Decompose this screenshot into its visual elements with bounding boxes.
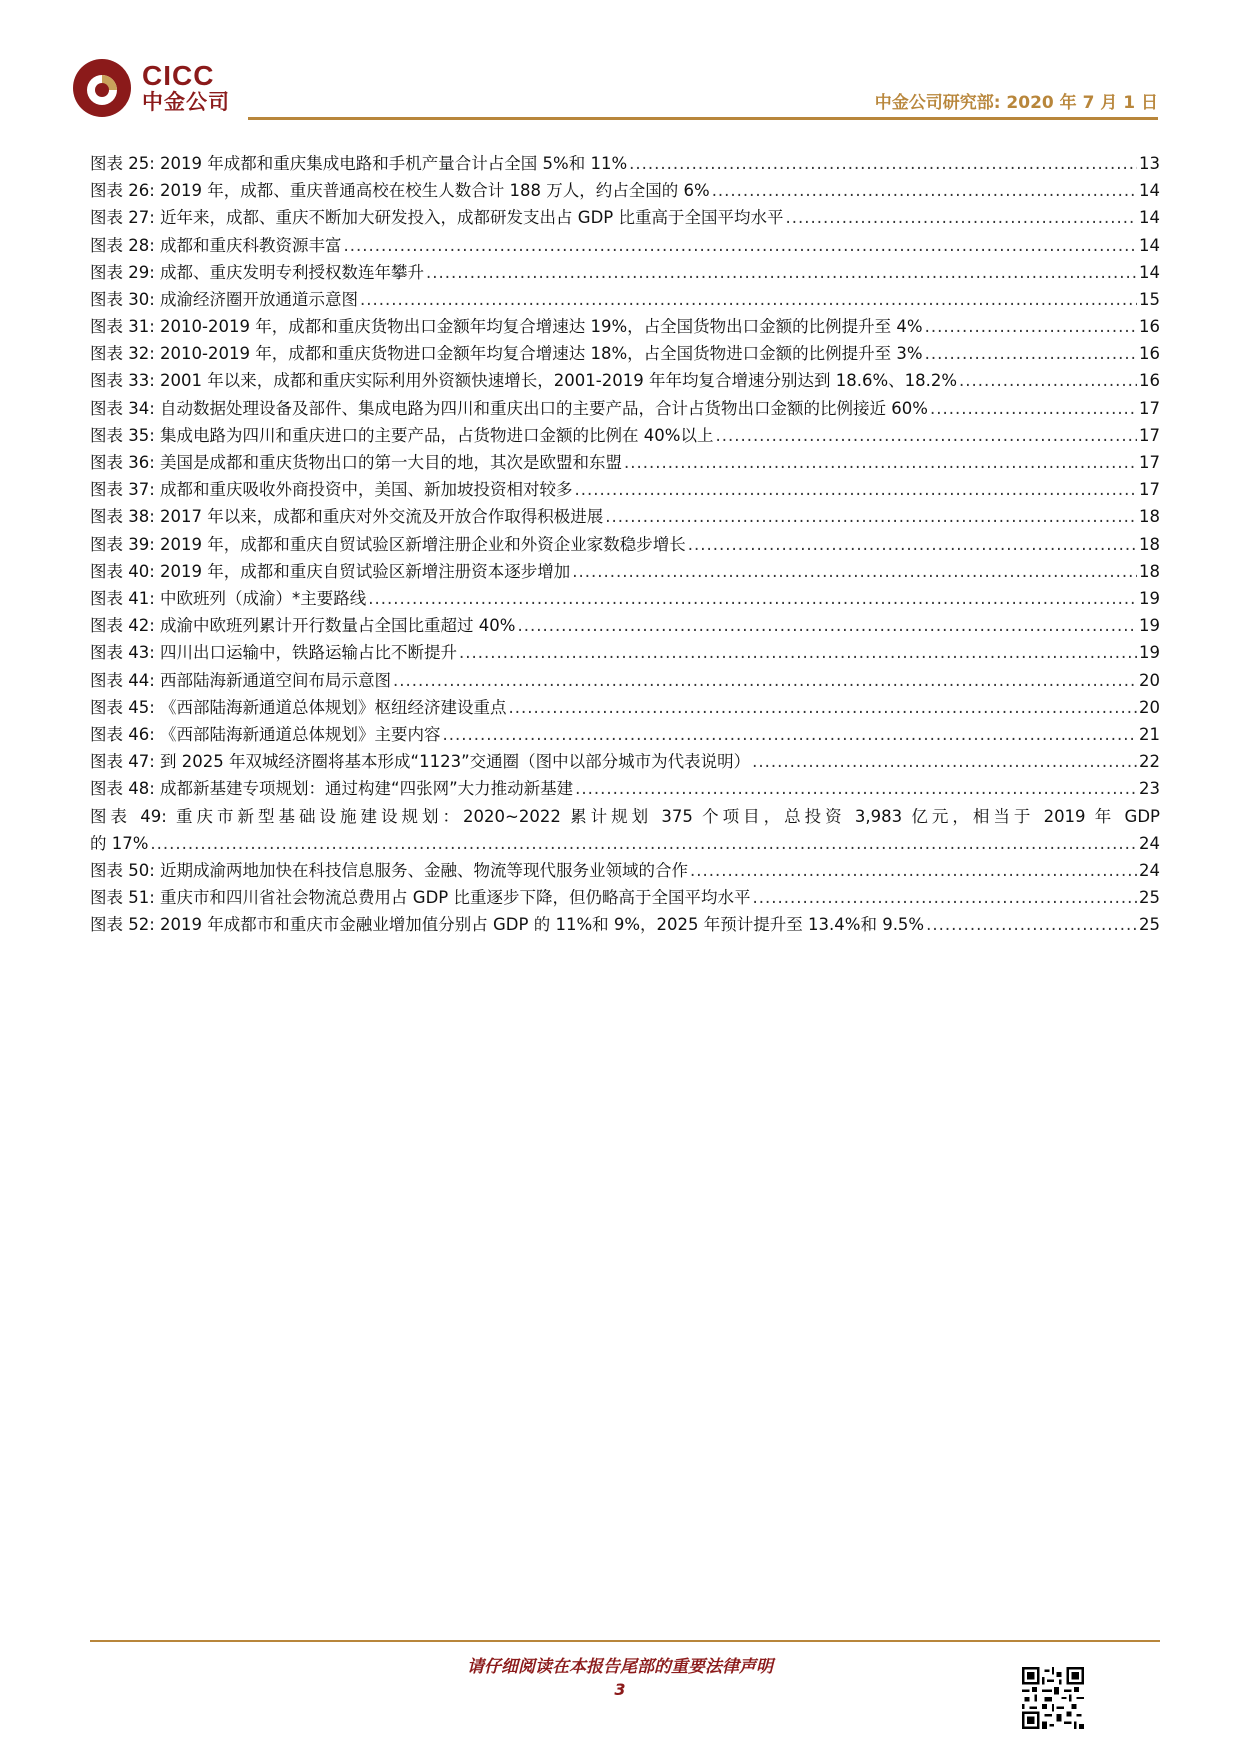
toc-leader (426, 259, 1137, 286)
toc-item-page: 14 (1139, 181, 1160, 201)
toc-item-page: 18 (1139, 507, 1160, 527)
toc-item[interactable] (90, 721, 1160, 748)
toc-item-page: 20 (1139, 670, 1160, 690)
toc-item[interactable] (90, 449, 1160, 476)
toc-item[interactable] (90, 585, 1160, 612)
toc-item-page: 16 (1139, 344, 1160, 364)
toc-item-title: 图表 42: 成渝中欧班列累计开行数量占全国比重超过 40% (90, 616, 516, 636)
toc-item-title: 图表 28: 成都和重庆科教资源丰富 (90, 235, 342, 255)
toc-leader (690, 857, 1137, 884)
qr-code-icon (1022, 1667, 1084, 1729)
toc-item-page: 17 (1139, 425, 1160, 445)
toc-item[interactable] (90, 177, 1160, 204)
toc-item-title: 图表 34: 自动数据处理设备及部件、集成电路为四川和重庆出口的主要产品，合计占货物出口金额的比例接近 60% (90, 398, 928, 418)
toc-item-title: 图表 35: 集成电路为四川和重庆进口的主要产品，占货物进口金额的比例在 40%以上 (90, 425, 714, 445)
toc-item[interactable] (90, 612, 1160, 639)
toc-item-title: 图表 38: 2017 年以来，成都和重庆对外交流及开放合作取得积极进展 (90, 507, 604, 527)
toc-item-page: 25 (1139, 888, 1160, 908)
footer-divider (90, 1640, 1160, 1642)
toc-leader (926, 911, 1137, 938)
toc-item[interactable] (90, 368, 1160, 395)
toc-item-title: 图表 36: 美国是成都和重庆货物出口的第一大目的地，其次是欧盟和东盟 (90, 453, 623, 473)
toc-leader (605, 503, 1137, 530)
toc-item[interactable] (90, 204, 1160, 231)
toc-leader (715, 422, 1137, 449)
toc-item-page: 19 (1139, 588, 1160, 608)
toc-item[interactable] (90, 857, 1160, 884)
toc-leader (959, 367, 1137, 394)
toc-item[interactable] (90, 639, 1160, 666)
toc-leader (752, 884, 1137, 911)
toc-item-page: 16 (1139, 317, 1160, 337)
toc-leader (344, 232, 1137, 259)
toc-item-title: 图表 48: 成都新基建专项规划：通过构建“四张网”大力推动新基建 (90, 779, 574, 799)
toc-item-title: 图表 39: 2019 年，成都和重庆自贸试验区新增注册企业和外资企业家数稳步增长 (90, 534, 686, 554)
toc-item-title: 图表 31: 2010-2019 年，成都和重庆货物出口金额年均复合增速达 19%，占全国货物出口金额的比例提升至 4% (90, 317, 923, 337)
toc-item[interactable] (90, 259, 1160, 286)
toc-leader (930, 395, 1137, 422)
toc-item-title: 图表 43: 四川出口运输中，铁路运输占比不断提升 (90, 643, 458, 663)
toc-item-page: 22 (1139, 752, 1160, 772)
toc-leader (393, 667, 1137, 694)
toc-item[interactable] (90, 286, 1160, 313)
toc-item-title: 图表 32: 2010-2019 年，成都和重庆货物进口金额年均复合增速达 18%，占全国货物进口金额的比例提升至 3% (90, 344, 923, 364)
toc-item[interactable] (90, 340, 1160, 367)
toc-item-page: 25 (1139, 915, 1160, 935)
toc-leader (572, 558, 1137, 585)
toc-item-page: 19 (1139, 616, 1160, 636)
toc-item-title: 图表 52: 2019 年成都市和重庆市金融业增加值分别占 GDP 的 11%和 9%，2025 年预计提升至 13.4%和 9.5% (90, 915, 925, 935)
legal-disclaimer: 请仔细阅读在本报告尾部的重要法律声明 (467, 1657, 773, 1677)
toc-item-page: 13 (1139, 153, 1160, 173)
toc-item-page: 18 (1139, 534, 1160, 554)
toc-item[interactable] (90, 911, 1160, 938)
toc-item[interactable] (90, 884, 1160, 911)
toc-item-title: 图表 33: 2001 年以来，成都和重庆实际利用外资额快速增长，2001-2019 年年均复合增速分别达到 18.6%、18.2% (90, 371, 958, 391)
toc-item-title: 图表 44: 西部陆海新通道空间布局示意图 (90, 670, 392, 690)
toc-leader (509, 694, 1137, 721)
toc-item-wrapped[interactable] (90, 803, 1160, 857)
toc-item-page: 24 (1139, 860, 1160, 880)
toc-item[interactable] (90, 748, 1160, 775)
toc-item-page: 19 (1139, 643, 1160, 663)
toc-item-title: 图表 45: 《西部陆海新通道总体规划》枢纽经济建设重点 (90, 697, 507, 717)
toc-item-page: 15 (1139, 289, 1160, 309)
toc-leader (925, 340, 1137, 367)
header-date: 中金公司研究部: 2020 年 7 月 1 日 (874, 93, 1158, 113)
toc-item[interactable] (90, 395, 1160, 422)
toc-item-title: 的 17% (90, 833, 149, 853)
toc-leader (752, 748, 1137, 775)
toc-item-page: 17 (1139, 398, 1160, 418)
toc-item-title: 图表 47: 到 2025 年双城经济圈将基本形成“1123”交通圈（图中以部分城市为代表说明） (90, 752, 751, 772)
toc-item[interactable] (90, 558, 1160, 585)
toc-item-page: 21 (1139, 724, 1160, 744)
toc-item-page: 17 (1139, 480, 1160, 500)
toc-item-page: 23 (1139, 779, 1160, 799)
toc-leader (624, 449, 1137, 476)
toc-leader (575, 775, 1137, 802)
toc-item[interactable] (90, 313, 1160, 340)
toc-item[interactable] (90, 232, 1160, 259)
figure-list (90, 150, 1160, 938)
toc-item[interactable] (90, 667, 1160, 694)
logo-en: CICC (142, 60, 215, 91)
logo-text (142, 62, 230, 114)
toc-item[interactable] (90, 775, 1160, 802)
toc-item-page: 14 (1139, 262, 1160, 282)
toc-leader (925, 313, 1137, 340)
toc-item[interactable] (90, 694, 1160, 721)
page-header (0, 0, 1240, 125)
toc-item-title: 图表 49: 重庆市新型基础设施建设规划：2020~2022 累计规划 375 个项目，总投资 3,983 亿元，相当于 2019 年 GDP (90, 806, 1160, 826)
toc-item-page: 18 (1139, 561, 1160, 581)
toc-leader (150, 830, 1137, 857)
cicc-logo-icon (72, 58, 132, 118)
toc-item[interactable] (90, 150, 1160, 177)
toc-leader (785, 204, 1137, 231)
toc-item-title: 图表 26: 2019 年，成都、重庆普通高校在校生人数合计 188 万人，约占全国的 6% (90, 181, 710, 201)
toc-item[interactable] (90, 422, 1160, 449)
toc-item-title: 图表 30: 成渝经济圈开放通道示意图 (90, 289, 359, 309)
toc-item-title: 图表 50: 近期成渝两地加快在科技信息服务、金融、物流等现代服务业领域的合作 (90, 860, 689, 880)
toc-item-page: 14 (1139, 235, 1160, 255)
toc-leader (629, 150, 1137, 177)
toc-leader (688, 531, 1137, 558)
toc-leader (368, 585, 1137, 612)
toc-leader (575, 476, 1137, 503)
toc-item[interactable] (90, 531, 1160, 558)
toc-item-title: 图表 46: 《西部陆海新通道总体规划》主要内容 (90, 724, 441, 744)
toc-item-title: 图表 51: 重庆市和四川省社会物流总费用占 GDP 比重逐步下降，但仍略高于全国平均水平 (90, 888, 751, 908)
toc-leader (360, 286, 1137, 313)
toc-item-page: 20 (1139, 697, 1160, 717)
toc-item-title: 图表 37: 成都和重庆吸收外商投资中，美国、新加坡投资相对较多 (90, 480, 573, 500)
toc-item-page: 24 (1139, 833, 1160, 853)
toc-item[interactable] (90, 476, 1160, 503)
page-number: 3 (614, 1680, 626, 1699)
toc-item-page: 16 (1139, 371, 1160, 391)
toc-item-title: 图表 40: 2019 年，成都和重庆自贸试验区新增注册资本逐步增加 (90, 561, 571, 581)
toc-leader (517, 612, 1137, 639)
toc-item-page: 14 (1139, 208, 1160, 228)
toc-item-title: 图表 27: 近年来，成都、重庆不断加大研发投入，成都研发支出占 GDP 比重高于全国平均水平 (90, 208, 784, 228)
toc-item-title: 图表 29: 成都、重庆发明专利授权数连年攀升 (90, 262, 425, 282)
toc-item-page: 17 (1139, 453, 1160, 473)
toc-leader (712, 177, 1137, 204)
toc-item-title: 图表 25: 2019 年成都和重庆集成电路和手机产量合计占全国 5%和 11% (90, 153, 628, 173)
header-divider (248, 117, 1158, 120)
toc-item[interactable] (90, 503, 1160, 530)
logo-cn: 中金公司 (142, 90, 230, 114)
toc-leader (443, 721, 1137, 748)
toc-leader (459, 639, 1137, 666)
toc-item-title: 图表 41: 中欧班列（成渝）*主要路线 (90, 588, 367, 608)
